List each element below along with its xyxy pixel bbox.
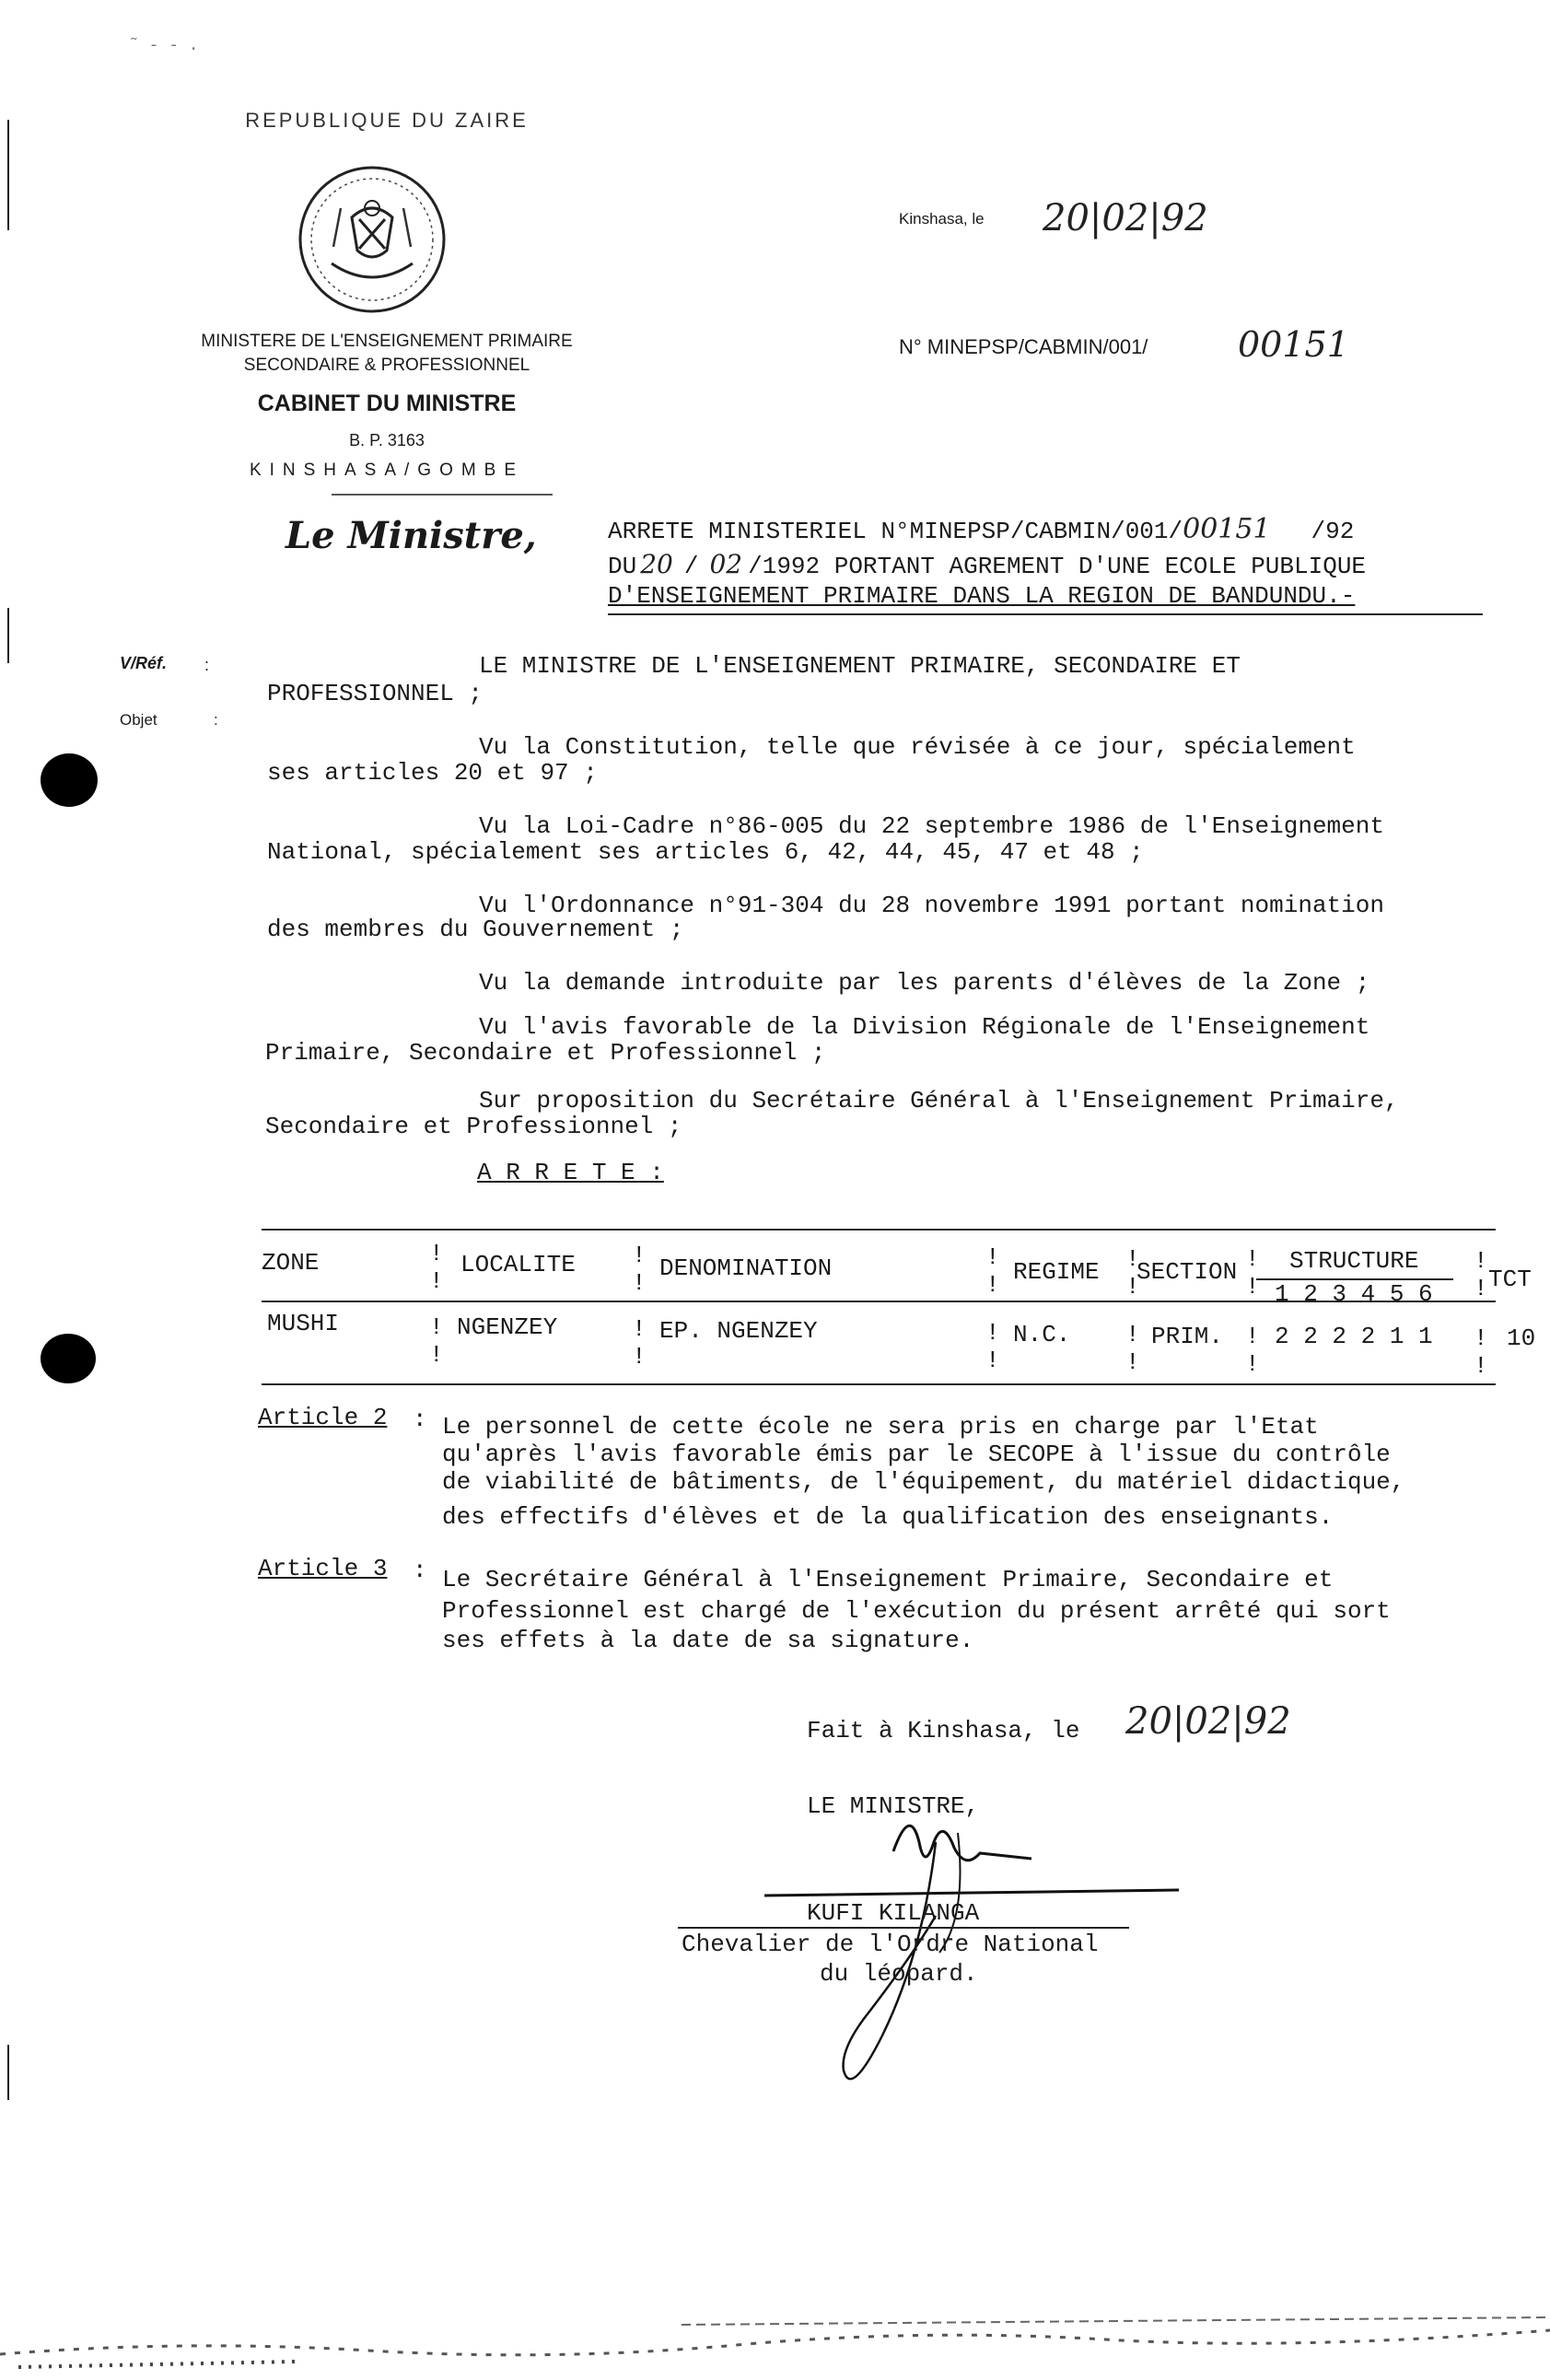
header-section: SECTION	[1136, 1258, 1238, 1286]
preamble-2-line-1: Vu la Constitution, telle que révisée à ce jour, spécialement	[479, 733, 1356, 761]
title-handwritten-number: 00151	[1183, 513, 1271, 545]
article-3-line-1: Le Secrétaire Général à l'Enseignement Primaire, Secondaire et	[442, 1566, 1334, 1593]
article-2-line-3: de viabilité de bâtiments, de l'équipement, du matériel didactique,	[442, 1468, 1405, 1496]
preamble-5-line-1: Vu la demande introduite par les parents d'élèves de la Zone ;	[479, 969, 1370, 997]
row-separator: !	[429, 1313, 444, 1341]
handwritten-date: 20|02|92	[1043, 197, 1208, 239]
header-separator: !	[1125, 1273, 1140, 1301]
date-label: Kinshasa, le	[899, 210, 985, 228]
row-localite: NGENZEY	[457, 1313, 558, 1341]
header-separator: !	[985, 1271, 1000, 1299]
your-reference-label: V/Réf.	[120, 654, 168, 672]
article-2-colon: :	[413, 1406, 427, 1433]
row-tct: 10	[1507, 1324, 1536, 1352]
row-separator: !	[429, 1341, 444, 1369]
header-separator: !	[1245, 1245, 1260, 1273]
header-structure: STRUCTURE	[1289, 1247, 1419, 1275]
row-separator: !	[1245, 1350, 1260, 1378]
scan-margin-line	[7, 2045, 9, 2100]
article-2-label: Article 2	[258, 1404, 388, 1431]
row-separator: !	[1245, 1323, 1260, 1350]
title-rest: /1992 PORTANT AGREMENT D'UNE ECOLE PUBLIQUE	[748, 553, 1367, 580]
article-3-line-2: Professionnel est chargé de l'exécution du présent arrêté qui sort	[442, 1597, 1391, 1625]
title-handwritten-month: 02	[709, 549, 743, 579]
header-separator: !	[632, 1242, 647, 1269]
reference-label: N° MINEPSP/CABMIN/001/	[899, 335, 1148, 358]
header-separator: !	[1474, 1275, 1488, 1302]
row-separator: !	[1125, 1321, 1140, 1348]
header-tct: TCT	[1488, 1266, 1532, 1293]
header-rule	[332, 494, 553, 496]
title-du: DU	[608, 553, 637, 580]
header-localite: LOCALITE	[460, 1251, 576, 1278]
preamble-1-line-2: PROFESSIONNEL ;	[267, 680, 484, 707]
postal-box: B. P. 3163	[349, 431, 425, 449]
row-separator: !	[632, 1343, 647, 1371]
header-separator: !	[985, 1243, 1000, 1271]
city-line: KINSHASA/GOMBE	[249, 461, 525, 480]
table-bottom-rule	[262, 1383, 1496, 1385]
title-handwritten-day: 20	[640, 549, 673, 579]
done-at-line: Fait à Kinshasa, le	[807, 1717, 1080, 1744]
row-denomination: EP. NGENZEY	[659, 1317, 818, 1345]
article-2-line-4: des effectifs d'élèves et de la qualification des enseignants.	[442, 1503, 1334, 1531]
punch-hole	[41, 753, 98, 807]
cabinet-heading: CABINET DU MINISTRE	[257, 391, 517, 416]
title-suffix: /92	[1311, 518, 1355, 545]
preamble-3-line-2: National, spécialement ses articles 6, 42, 44, 45, 47 et 48 ;	[267, 838, 1144, 866]
header-denomination: DENOMINATION	[659, 1254, 833, 1282]
header-separator: !	[1125, 1245, 1140, 1273]
le-ministre-heading: Le Ministre,	[286, 514, 537, 557]
title-line-2	[608, 551, 1366, 580]
preamble-1-line-1: LE MINISTRE DE L'ENSEIGNEMENT PRIMAIRE, SECONDAIRE ET	[479, 652, 1241, 680]
header-structure-digits: 1 2 3 4 5 6	[1275, 1280, 1433, 1308]
article-2-line-1: Le personnel de cette école ne sera pris en charge par l'Etat	[442, 1413, 1319, 1441]
coat-of-arms-seal	[295, 162, 449, 317]
scan-bottom-noise	[0, 2266, 1550, 2380]
scan-margin-line	[7, 120, 9, 230]
row-section: PRIM.	[1151, 1323, 1224, 1350]
minister-name: KUFI KILANGA	[807, 1899, 980, 1927]
header-separator: !	[429, 1240, 444, 1267]
article-3-label: Article 3	[258, 1555, 388, 1582]
honor-line-1: Chevalier de l'Ordre National	[682, 1931, 1099, 1958]
header-regime: REGIME	[1013, 1258, 1100, 1286]
header-separator: !	[1474, 1247, 1488, 1275]
row-structure: 2 2 2 2 1 1	[1275, 1323, 1433, 1350]
object-colon: :	[214, 711, 218, 729]
your-reference-colon: :	[204, 656, 210, 674]
header-zone: ZONE	[262, 1249, 320, 1277]
row-separator: !	[632, 1315, 647, 1343]
preamble-3-line-1: Vu la Loi-Cadre n°86-005 du 22 septembre 1986 de l'Enseignement	[479, 812, 1384, 840]
handwritten-closing-date: 20|02|92	[1125, 1700, 1291, 1743]
row-regime: N.C.	[1013, 1321, 1071, 1348]
header-separator: !	[1245, 1273, 1260, 1301]
row-separator: !	[985, 1319, 1000, 1347]
preamble-7-line-2: Secondaire et Professionnel ;	[265, 1113, 682, 1140]
scan-speck: ˜ - - .	[129, 37, 199, 55]
scan-margin-line	[7, 608, 9, 663]
row-zone: MUSHI	[267, 1310, 340, 1337]
preamble-4-line-2: des membres du Gouvernement ;	[267, 916, 684, 943]
header-separator: !	[632, 1269, 647, 1297]
article-3-line-3: ses effets à la date de sa signature.	[442, 1627, 974, 1654]
title-date-separator: /	[683, 553, 699, 580]
handwritten-reference-number: 00151	[1238, 324, 1349, 365]
title-line-1	[608, 513, 1355, 545]
punch-hole	[41, 1334, 96, 1383]
title-prefix: ARRETE MINISTERIEL N°MINEPSP/CABMIN/001/	[608, 518, 1183, 545]
name-rule	[678, 1927, 1129, 1929]
ministry-line-1: MINISTERE DE L'ENSEIGNEMENT PRIMAIRE	[201, 332, 573, 351]
title-rule	[608, 613, 1483, 615]
republic-heading: REPUBLIQUE DU ZAIRE	[245, 109, 529, 132]
minister-title: LE MINISTRE,	[807, 1792, 980, 1820]
row-separator: !	[1474, 1324, 1488, 1352]
row-separator: !	[985, 1347, 1000, 1374]
arrete-heading: A R R E T E :	[477, 1159, 664, 1186]
article-3-colon: :	[413, 1557, 427, 1584]
table-top-rule	[262, 1229, 1496, 1231]
preamble-2-line-2: ses articles 20 et 97 ;	[267, 759, 598, 787]
preamble-6-line-1: Vu l'avis favorable de la Division Régionale de l'Enseignement	[479, 1013, 1370, 1041]
title-line-3: D'ENSEIGNEMENT PRIMAIRE DANS LA REGION DE BANDUNDU.-	[608, 582, 1356, 610]
article-2-line-2: qu'après l'avis favorable émis par le SECOPE à l'issue du contrôle	[442, 1441, 1391, 1468]
row-separator: !	[1125, 1348, 1140, 1376]
honor-line-2: du léopard.	[820, 1960, 978, 1988]
ministry-line-2: SECONDAIRE & PROFESSIONNEL	[243, 356, 530, 375]
preamble-7-line-1: Sur proposition du Secrétaire Général à l'Enseignement Primaire,	[479, 1087, 1399, 1114]
header-separator: !	[429, 1267, 444, 1295]
preamble-6-line-2: Primaire, Secondaire et Professionnel ;	[265, 1039, 826, 1067]
object-label: Objet	[120, 711, 157, 729]
preamble-4-line-1: Vu l'Ordonnance n°91-304 du 28 novembre 1991 portant nomination	[479, 892, 1384, 919]
row-separator: !	[1474, 1352, 1488, 1380]
